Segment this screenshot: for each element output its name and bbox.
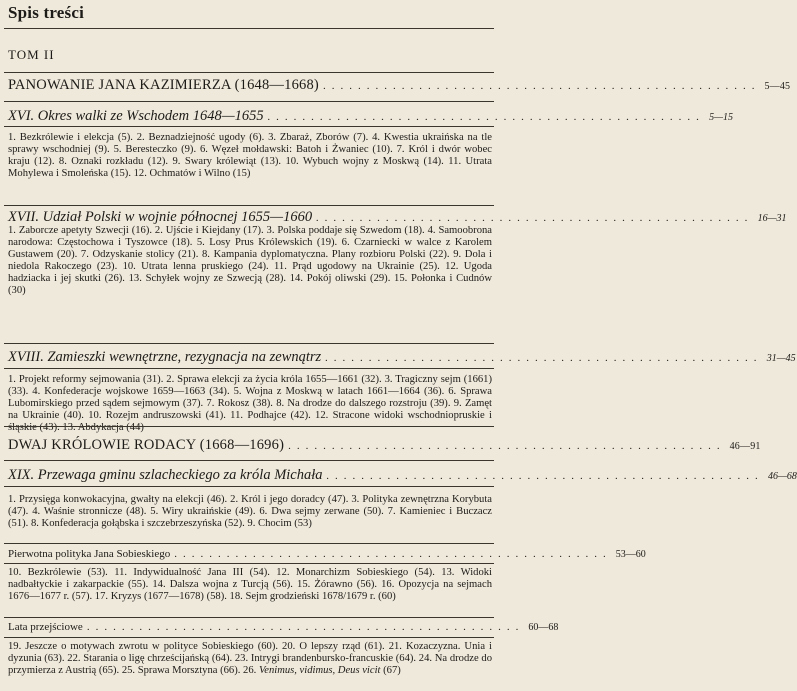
divider [4,637,494,638]
leader-dots: .................................................. [86,621,525,633]
section-title: DWAJ KRÓLOWIE RODACY (1668—1696) [8,437,285,453]
chapter-contents-xix: 1. Przysięga konwokacyjna, gwałty na elekcji (46). 2. Król i jego doradcy (47). 3. Polityka zewnętrzna Korybuta (47). 4. Waśnie stronnicze (48). 5. Wiry ukraińskie (49). 6. Dwa sejmy zerwane (50). 7. Kamieniec i Buczacz (51). 8. Konfederacja gołąbska i szczebrzeszyńska (52). 9. Chocim (53) [8,494,492,530]
leader-dots: .................................................. [322,80,761,92]
leader-dots: .................................................. [267,111,706,123]
page-range: 5—15 [709,112,733,123]
volume-label: TOM II [8,47,55,62]
divider [4,617,494,618]
page-range: 46—68 [768,471,797,482]
divider [4,28,494,29]
toc-entry-pierwotna[interactable] [8,548,646,560]
leader-dots: .................................................. [174,548,612,560]
divider [4,72,494,73]
toc-entry-xviii[interactable] [8,349,796,366]
divider [4,368,494,369]
divider [4,205,494,206]
toc-entry-lata[interactable] [8,621,559,633]
divider [4,460,494,461]
contents-page-ref: (67) [383,665,401,677]
section-title: XVII. Udział Polski w wojnie północnej 1655—1660 [8,209,313,225]
divider [4,486,494,487]
leader-dots: .................................................. [288,440,726,452]
chapter-contents-lata [8,641,492,677]
section-title: XIX. Przewaga gminu szlacheckiego za króla Michała [8,467,323,483]
leader-dots: .................................................. [326,470,765,482]
divider [4,101,494,102]
divider [4,563,494,564]
divider [4,126,494,127]
contents-text: 19. Jeszcze o motywach zwrotu w polityce Sobieskiego (60). 20. O lepszy rząd (61). 21. Kozaczyzna. Unia i dyzunia (63). 22. Starania o ligę chrześcijańską (64). 23. Intrygi brandenbursko-francuskie (64). 24. Na drodze do przymierza z Austrią (65). 25. Sprawa Morsztyna (66). 26. [8,641,492,677]
section-title: XVI. Okres walki ze Wschodem 1648—1655 [8,108,264,124]
page-title: Spis treści [8,3,85,22]
page-range: 53—60 [615,549,646,560]
chapter-contents-xviii: 1. Projekt reformy sejmowania (31). 2. Sprawa elekcji za życia króla 1655—1661 (32). 3. Tragiczny sejm (1661) (33). 4. Konfederacje wojskowe 1659—1663 (34). 5. Wojna z Moskwą w latach 1661—1664 (36). 6. Sprawa Lubomirskiego przed sądem sejmowym (37). 7. Rokosz (38). 8. Na drodze do dalszego rozstroju (39). 9. Zamęt na Ukrainie (40). 10. Rozejm andruszowski (41). 11. Podhajce (42). 12. Stracone widoki wschodniopruskie i śląskie (43). 13. Abdykacja (44) [8,374,492,434]
page-range: 31—45 [766,353,796,364]
toc-entry-xvi[interactable] [8,108,733,125]
section-title: Lata przejściowe [8,621,83,633]
section-title: Pierwotna polityka Jana Sobieskiego [8,548,171,560]
chapter-contents-xvii: 1. Zaborcze apetyty Szwecji (16). 2. Ujście i Kiejdany (17). 3. Polska poddaje się Szwedom (18). 4. Samoobrona narodowa: Częstochowa i Tyszowce (18). 5. Losy Prus Królewskich (19). 6. Czarniecki w walce z Karolem Gustawem (20). 7. Odzyskanie stolicy (21). 8. Kampania dyplomatyczna. Plany rozbioru Polski (22). 9. Dola i niedola Rakoczego (23). 10. Utrata lenna pruskiego (24). 11. Prąd ugodowy na Ukrainie (25). 12. Ugoda hadziacka i jej skutki (26). 13. Schyłek wojny ze Szwecją (28). 14. Pokój oliwski (29). 15. Połonka i Cudnów (30) [8,225,492,297]
toc-entry-panowanie[interactable] [8,77,791,94]
divider [4,343,494,344]
toc-entry-xvii[interactable] [8,209,787,226]
divider [4,543,494,544]
chapter-contents-xvi: 1. Bezkrólewie i elekcja (5). 2. Beznadziejność ugody (6). 3. Zbaraż, Zborów (7). 4. Kwestia ukraińska na tle sprawy wschodniej (9). 5. Beresteczko (9). 6. Węzeł mołdawski: Batoh i Żwaniec (10). 7. Król i dwór wobec kraju (12). 8. Oznaki rozkładu (12). 9. Swary królewiąt (13). 10. Wybuch wojny z Moskwą (14). 11. Utrata Mohylewa i Smoleńska (15). 12. Ochmatów i Wilno (15) [8,132,492,180]
page-range: 5—45 [764,81,791,92]
toc-entry-xix[interactable] [8,467,797,484]
contents-italic-title: Venimus, vidimus, Deus vicit [258,665,381,677]
page-range: 60—68 [528,622,559,633]
leader-dots: .................................................. [325,352,763,364]
chapter-contents-pierwotna: 10. Bezkrólewie (53). 11. Indywidualność Jana III (54). 12. Monarchizm Sobieskiego (54). 13. Widoki nadbałtyckie i zakarpackie (55). 14. Dalsza wojna z Turcją (56). 15. Żórawno (56). 16. Opozycja na sejmach 1676—1677 r. (57). 17. Kryzys (1677—1678) (58). 18. Sejm grodzieński 1678/1679 r. (60) [8,567,492,603]
divider [4,426,494,427]
section-title: PANOWANIE JANA KAZIMIERZA (1648—1668) [8,77,319,93]
toc-entry-dwaj[interactable] [8,437,761,454]
page-range: 16—31 [757,213,787,224]
section-title: XVIII. Zamieszki wewnętrzne, rezygnacja na zewnątrz [8,349,322,365]
leader-dots: .................................................. [316,212,754,224]
page-range: 46—91 [729,441,761,452]
